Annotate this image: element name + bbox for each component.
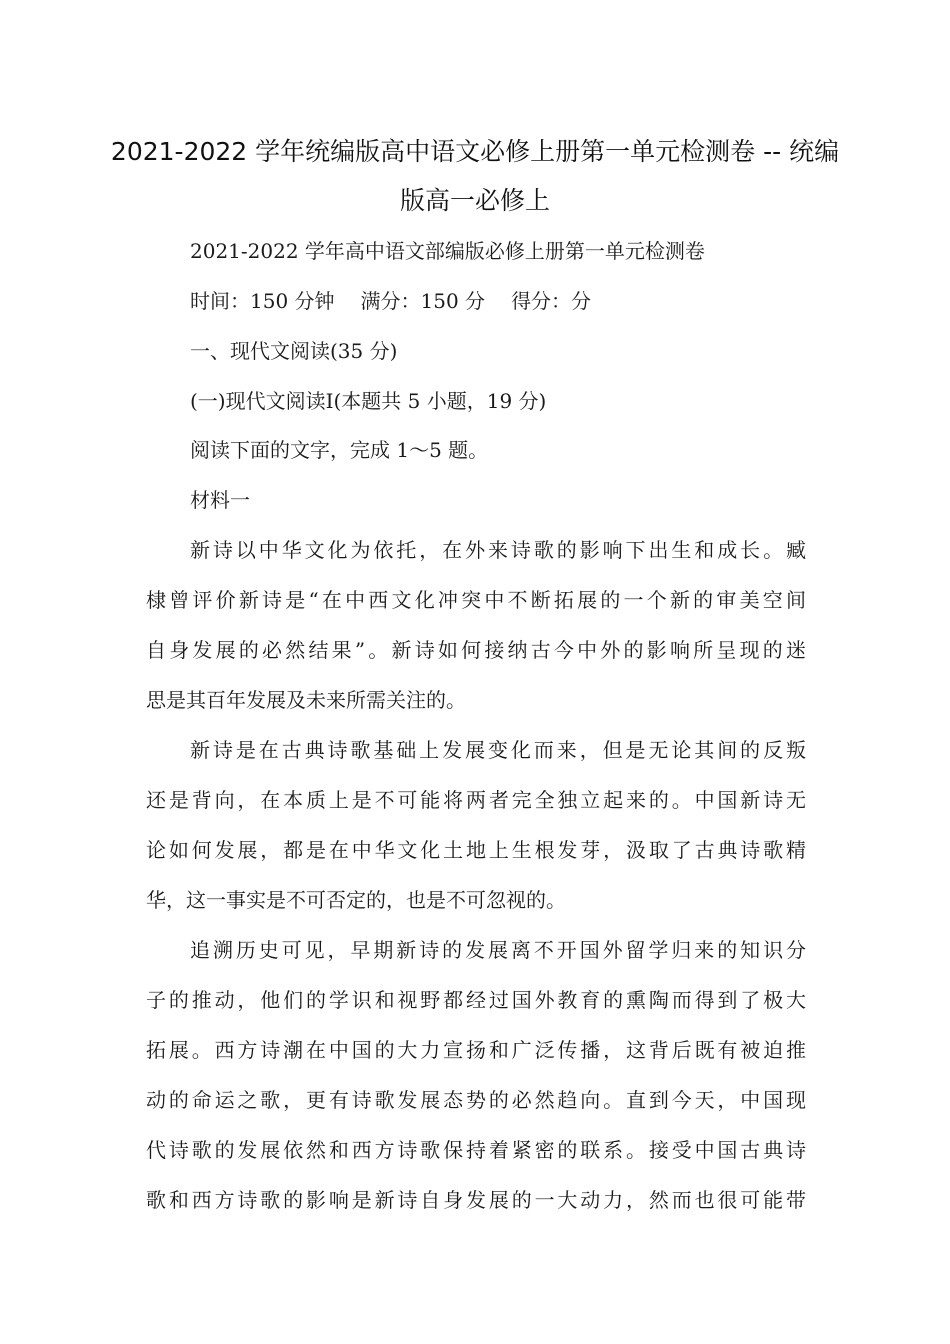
paragraph-line: 拓展。西方诗潮在中国的大力宣扬和广泛传播，这背后既有被迫推 [146, 1038, 806, 1062]
paragraph-line: 代诗歌的发展依然和西方诗歌保持着紧密的联系。接受中国古典诗 [146, 1138, 806, 1162]
section-heading: 一、现代文阅读(35 分) [190, 339, 398, 363]
exam-info-row [190, 288, 591, 314]
exam-full-score: 满分：150 分 [360, 289, 486, 313]
document-title-line-1: 2021-2022 学年统编版高中语文必修上册第一单元检测卷 -- 统编 [110, 137, 840, 166]
paragraph-2 [146, 737, 806, 937]
paragraph-3 [146, 937, 806, 1237]
paragraph-line: 子的推动，他们的学识和视野都经过国外教育的熏陶而得到了极大 [146, 988, 806, 1012]
document-title-line-2: 版高一必修上 [399, 186, 550, 215]
exam-time: 时间：150 分钟 [190, 289, 335, 313]
paragraph-line: 论如何发展，都是在中华文化土地上生根发芽，汲取了古典诗歌精 [146, 838, 806, 862]
paragraph-line: 棣曾评价新诗是“在中西文化冲突中不断拓展的一个新的审美空间 [146, 588, 806, 612]
reading-instruction: 阅读下面的文字，完成 1～5 题。 [190, 438, 489, 462]
exam-score: 得分：分 [511, 289, 592, 313]
material-label: 材料一 [190, 488, 250, 512]
paragraph-line: 追溯历史可见，早期新诗的发展离不开国外留学归来的知识分 [190, 938, 806, 962]
paragraph-1 [146, 537, 806, 737]
paragraph-line: 华，这一事实是不可否定的，也是不可忽视的。 [146, 888, 566, 912]
section-subheading: (一)现代文阅读Ⅰ(本题共 5 小题，19 分) [190, 389, 547, 413]
paragraph-line: 思是其百年发展及未来所需关注的。 [146, 688, 466, 712]
paragraph-line: 自身发展的必然结果”。新诗如何接纳古今中外的影响所呈现的迷 [146, 638, 806, 662]
paragraph-line: 新诗以中华文化为依托，在外来诗歌的影响下出生和成长。臧 [190, 538, 806, 562]
paragraph-line: 还是背向，在本质上是不可能将两者完全独立起来的。中国新诗无 [146, 788, 806, 812]
exam-subtitle: 2021-2022 学年高中语文部编版必修上册第一单元检测卷 [190, 239, 705, 263]
paragraph-line: 歌和西方诗歌的影响是新诗自身发展的一大动力，然而也很可能带 [146, 1188, 806, 1212]
paragraph-line: 动的命运之歌，更有诗歌发展态势的必然趋向。直到今天，中国现 [146, 1088, 806, 1112]
paragraph-line: 新诗是在古典诗歌基础上发展变化而来，但是无论其间的反叛 [190, 738, 806, 762]
